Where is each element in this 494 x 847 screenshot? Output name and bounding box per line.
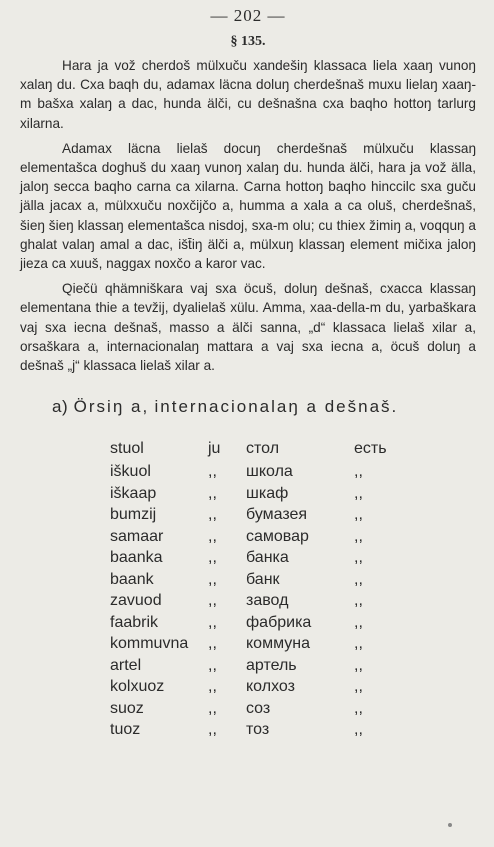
list-heading <box>52 397 476 417</box>
word-ju-ditto: ,, <box>208 549 217 566</box>
word-cyrillic: самовар <box>246 527 309 545</box>
word-est-ditto: ,, <box>354 506 363 523</box>
word-est-ditto: ,, <box>354 699 363 717</box>
word-cyrillic: соз <box>246 699 271 717</box>
word-latin: iškaap <box>110 484 157 502</box>
list-heading-part2: internacionalaŋ a dešnaš. <box>154 397 399 417</box>
word-ju-ditto: ,, <box>208 656 217 674</box>
word-latin: suoz <box>110 699 144 717</box>
word-row <box>110 569 434 591</box>
page-number: — 202 — <box>210 6 286 25</box>
word-est-ditto: ,, <box>354 527 363 545</box>
word-cyrillic: бумазея <box>246 506 308 523</box>
word-est-ditto: ,, <box>354 549 363 566</box>
ink-dot <box>448 823 452 827</box>
word-ju-ditto: ,, <box>208 527 217 545</box>
word-latin: iškuol <box>110 463 151 480</box>
word-cyrillic: шкаф <box>246 484 289 502</box>
word-ju-ditto: ,, <box>208 570 217 588</box>
word-latin: bumzij <box>110 506 157 523</box>
header-latin: stuol <box>110 440 144 458</box>
list-heading-prefix: a) <box>52 397 69 417</box>
paragraph-2: Adamax läcna lielaš docuŋ cherdešnaš mülxuču klassaŋ elementašca doghuš du xaaŋ vunoŋ xalaŋ du. hunda älči, hara ja vož älla, jaloŋ secca baqho carna ca xilarna. Carna hottoŋ baqho hinccilc sxa guču jälla jacax a, mülxxuču noxčijčo a, humma a xala a ca oluš, cherdešnaš, šieŋ šieŋ klassaŋ elementašca nisdoj, sxa-m olu; cu thiex žimiŋ a, voqquŋ a ghalat valaŋ amal a dac, išt̄iŋ älči a, mülxuŋ klassaŋ element mičixa jaloŋ jieza ca xuuš, naggax noxčo a karor vac. <box>20 140 476 272</box>
word-list-header-row <box>110 437 434 461</box>
word-latin: artel <box>110 656 142 674</box>
word-latin: samaar <box>110 527 164 545</box>
word-cyrillic: завод <box>246 592 289 609</box>
word-ju-ditto: ,, <box>208 592 217 609</box>
word-ju-ditto: ,, <box>208 678 217 695</box>
word-est-ditto: ,, <box>354 656 363 674</box>
word-row <box>110 547 434 569</box>
word-ju-ditto: ,, <box>208 635 217 652</box>
word-latin: tuoz <box>110 721 141 738</box>
word-cyrillic: фабрика <box>246 613 312 631</box>
word-cyrillic: коммуна <box>246 635 310 652</box>
word-ju-ditto: ,, <box>208 613 217 631</box>
word-row <box>110 655 434 677</box>
word-cyrillic: тоз <box>246 721 270 738</box>
word-row <box>110 719 434 741</box>
word-ju-ditto: ,, <box>208 721 217 738</box>
word-ju-ditto: ,, <box>208 463 217 480</box>
word-est-ditto: ,, <box>354 570 363 588</box>
word-latin: kolxuoz <box>110 678 165 695</box>
word-latin: baanka <box>110 549 163 566</box>
word-ju-ditto: ,, <box>208 484 217 502</box>
word-row <box>110 590 434 612</box>
list-heading-part1: Örsiŋ a, <box>73 397 150 417</box>
word-latin: baank <box>110 570 154 588</box>
word-ju-ditto: ,, <box>208 506 217 523</box>
word-est-ditto: ,, <box>354 678 363 695</box>
word-cyrillic: школа <box>246 463 293 480</box>
word-cyrillic: банка <box>246 549 289 566</box>
paragraph-3: Qiečü qhämniškara vaj sxa öcuš, doluŋ dešnaš, cxacca klassaŋ elementana thie a tevžij, dyalielaš xülu. Amma, xaa-della-m du, yarbaškara vaj sxa iecna dešnaš, masso a älči sanna, „d“ klassaca lielaš xilar a, orsaškara a, internacionalaŋ mattara a vaj sxa iecna a, öcuš doluŋ a dešnaš „j“ klassaca lielaš xilar a. <box>20 281 476 374</box>
word-cyrillic: артель <box>246 656 297 674</box>
word-est-ditto: ,, <box>354 613 363 631</box>
word-row <box>110 526 434 548</box>
word-cyrillic: колхоз <box>246 678 295 695</box>
word-list-table <box>110 437 434 741</box>
word-latin: faabrik <box>110 613 159 631</box>
word-est-ditto: ,, <box>354 635 363 652</box>
word-est-ditto: ,, <box>354 721 363 738</box>
word-latin: kommuvna <box>110 635 189 652</box>
word-row <box>110 633 434 655</box>
header-ju: ju <box>208 440 221 458</box>
word-latin: zavuod <box>110 592 162 609</box>
word-est-ditto: ,, <box>354 484 363 502</box>
word-row <box>110 461 434 483</box>
section-heading: § 135. <box>230 34 266 49</box>
word-cyrillic: банк <box>246 570 280 588</box>
word-row <box>110 676 434 698</box>
word-row <box>110 504 434 526</box>
header-est: есть <box>354 440 387 458</box>
word-ju-ditto: ,, <box>208 699 217 717</box>
paragraph-1: Hara ja vož cherdoš mülxuču xandešiŋ klassaca liela xaaŋ vunoŋ xalaŋ du. Cxa baqh du, adamax läcna doluŋ cherdešnaš muxu lielaŋ xaaŋ-m bašxa xalaŋ a dac, hunda älči, cu dešnašna cxa baqho hottoŋ tarlurg xilarna. <box>20 58 476 131</box>
word-est-ditto: ,, <box>354 463 363 480</box>
word-row <box>110 612 434 634</box>
word-row <box>110 483 434 505</box>
header-cyrillic: стол <box>246 440 280 458</box>
word-est-ditto: ,, <box>354 592 363 609</box>
word-row <box>110 698 434 720</box>
